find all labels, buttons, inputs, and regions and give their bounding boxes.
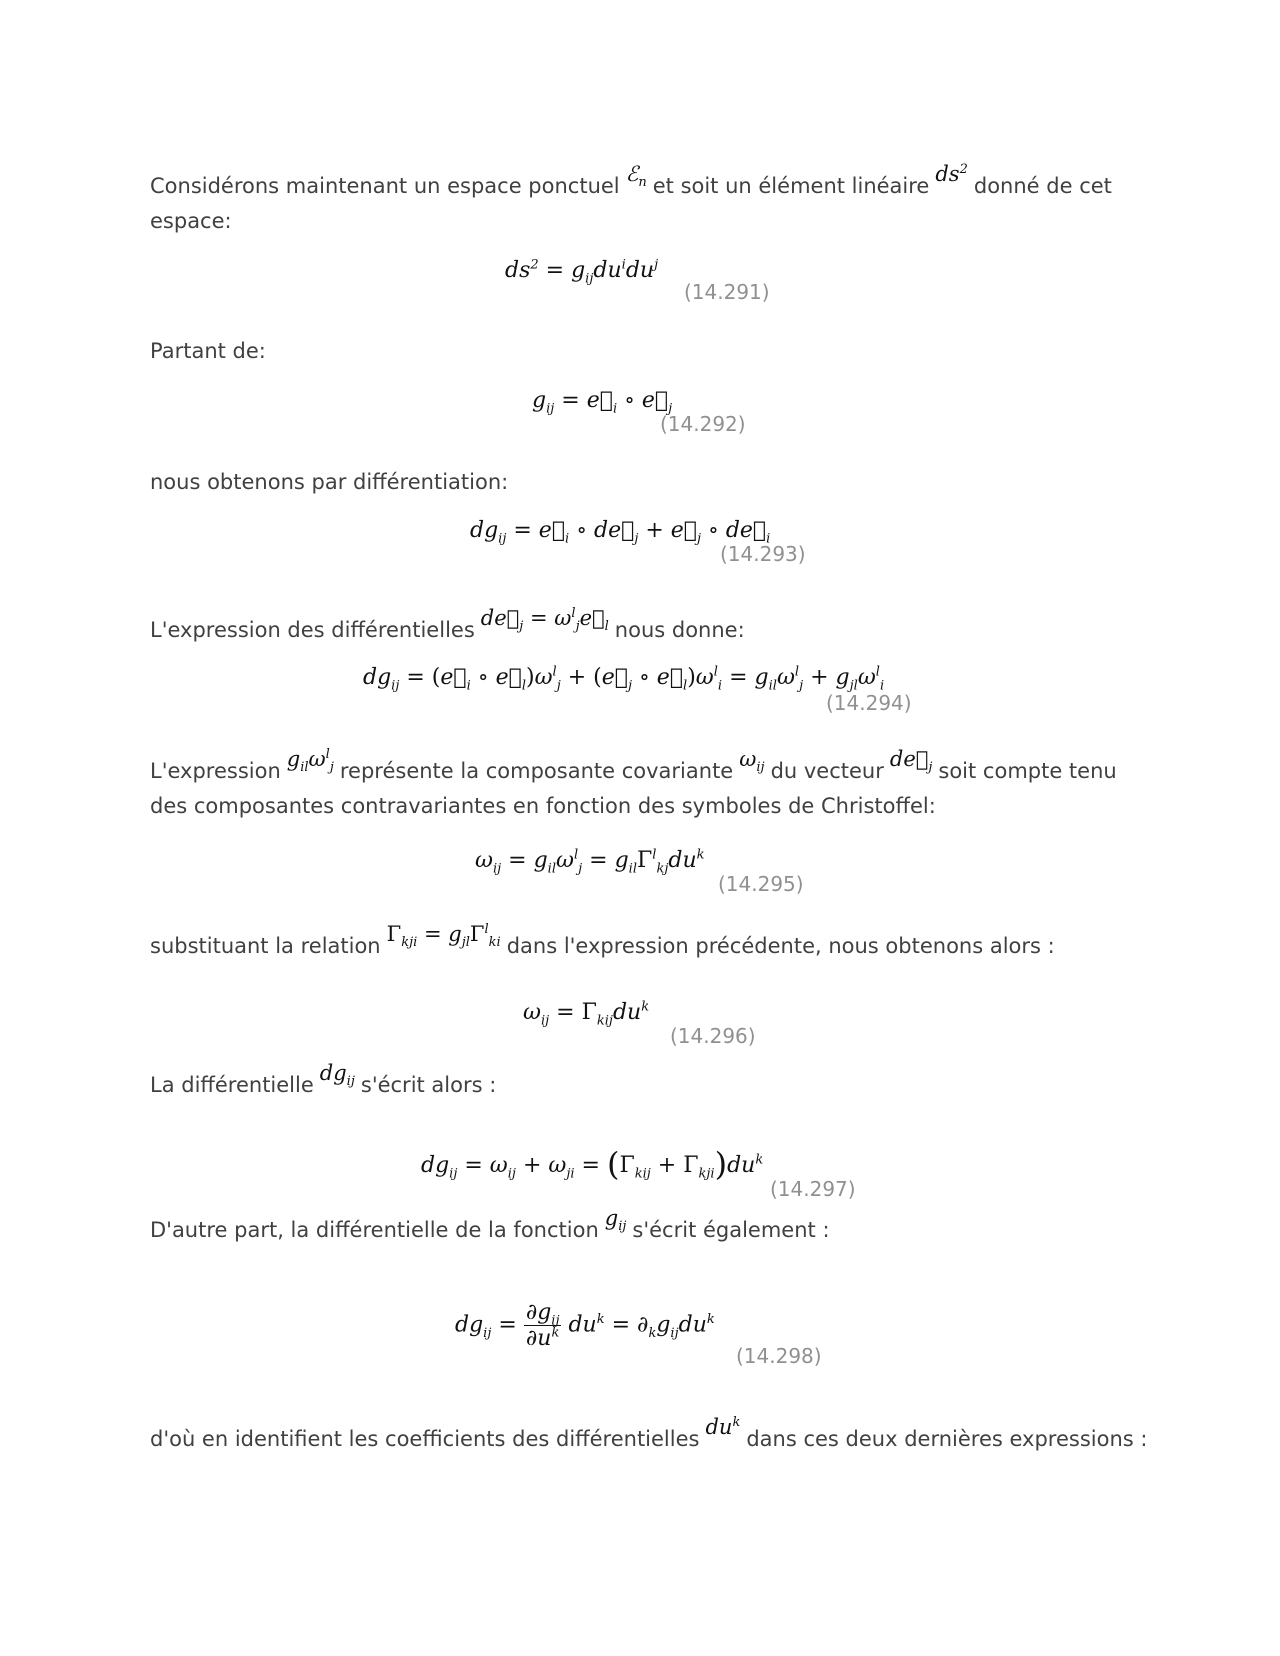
inline-math-christoffel-relation: $\Gamma_{kji} = g_{jl}\Gamma^l_{ki}$ [386,922,501,951]
equation-14-294: $dg_{ij}$ = ($e⃗_i$ ∘ $e⃗_l)\omega^l_j$ + ($e⃗_j$ ∘ $e⃗_l)\omega^l_i = g_{il}\omega^l_j + g_{jl}\omega^l_i$ [363,664,885,694]
inline-math-de-vector: $de⃗_j$ [889,747,933,776]
paragraph-2: Partant de: [150,339,266,363]
equation-14-291: $ds^2 = g_{ij}du^idu^j$ [505,257,659,287]
equation-14-295-row [0,848,1280,908]
equation-14-298-row [0,1300,1280,1380]
inline-math-g-ij: $g_{ij}$ [604,1206,627,1235]
paragraph-6: substituant la relation $\Gamma_{kji} = g_{jl}\Gamma^l_{ki}$ dans l'expression précédente, nous obtenons alors : [150,917,1150,964]
equation-number: (14.293) [720,542,806,566]
equation-14-298: $dg_{ij}$ = $\frac{\partial g_{ij}}{\partial u^k}$ $du^k = \partial_kg_{ij}du^k$ [455,1300,715,1351]
paragraph-1: Considérons maintenant un espace ponctuel ℰ$_n$ et soit un élément linéaire $ds^2donné$ de cet espace: [150,157,1150,239]
equation-number: (14.295) [718,872,804,896]
paragraph-9: d'où en identifient les coefficients des différentielles $du^kdans$ ces deux dernières expressions : [150,1410,1230,1457]
equation-number: (14.291) [684,280,770,304]
inline-math-de-j: $de⃗_j$ = $\omega^l_je⃗_l$ [480,606,609,635]
equation-number: (14.292) [660,412,746,436]
paragraph-7: La différentielle $dg_{ij}$ s'écrit alors : [150,1056,1150,1103]
paragraph-3: nous obtenons par différentiation: [150,470,509,494]
equation-14-291-row [0,258,1280,318]
equation-14-293: $dg_{ij}$ = $e⃗_i$ ∘ $de⃗_j$ + $e⃗_j$ ∘ $de⃗_i$ [470,518,771,547]
paragraph-8: D'autre part, la différentielle de la fonction $g_{ij}$ s'écrit également : [150,1201,1150,1248]
paragraph-4: L'expression des différentielles $de⃗_j$ = $\omega^l_je⃗_l$ nous donne: [150,601,1150,648]
equation-14-297-row [0,1145,1280,1205]
equation-14-292-row [0,388,1280,448]
equation-14-296: $\omega_{ij} = \Gamma_{kij}du^k$ [523,999,650,1029]
equation-number: (14.298) [736,1344,822,1368]
equation-14-293-row [0,518,1280,578]
equation-number: (14.296) [670,1024,756,1048]
inline-math-space-En: ℰ$_n$ [625,162,647,191]
inline-math-ds2: $ds^2$ [935,162,968,186]
partial-fraction: $\frac{\partial g_{ij}}{\partial u^k}$ [525,1300,560,1351]
inline-math-omega-ij: $\omega_{ij}$ [739,747,765,776]
equation-number: (14.294) [826,691,912,715]
inline-math-du-k: $du^k$ [705,1415,741,1439]
equation-14-296-row [0,1000,1280,1060]
equation-14-297: $dg_{ij} = \omega_{ij} + \omega_{ji} = (\Gamma_{kij} + \Gamma_{kji})du^k$ [421,1145,764,1183]
paragraph-5: L'expression $g_{il}\omega^l_j$ représente la composante covariante $\omega_{ij}$ du vecteur $de⃗_j$ soit compte tenu des composantes contravariantes en fonction des symboles de Christoffel: [150,742,1150,824]
equation-14-294-row [0,665,1280,725]
inline-math-dg-ij: $dg_{ij}$ [319,1061,355,1090]
equation-14-295: $\omega_{ij} = g_{il}\omega^l_j = g_{il}\Gamma^l_{kj}du^k$ [475,847,705,877]
equation-14-292: $g_{ij}$ = $e⃗_i$ ∘ $e⃗_j$ [532,388,673,417]
equation-number: (14.297) [770,1177,856,1201]
inline-math-g-il-omega: $g_{il}\omega^l_j$ [286,747,334,776]
